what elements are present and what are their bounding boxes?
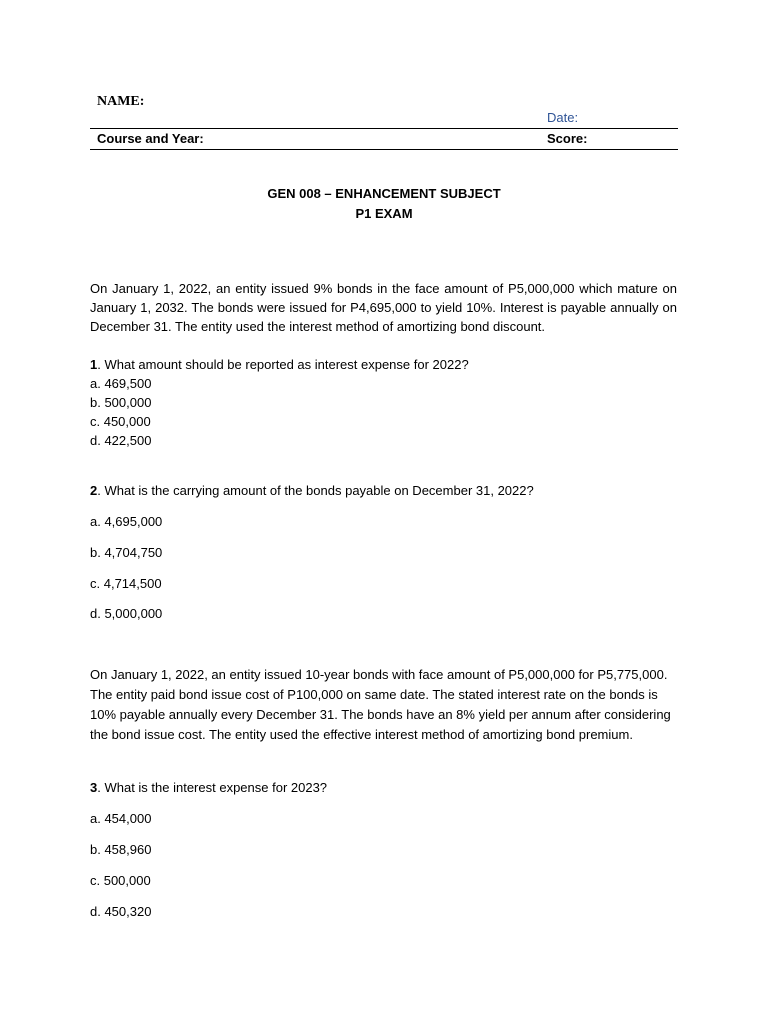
question-2-option-b: b. 4,704,750 <box>90 545 163 560</box>
question-2-option-a: a. 4,695,000 <box>90 514 163 529</box>
course-year-label: Course and Year: <box>97 131 204 146</box>
question-3-option-b: b. 458,960 <box>90 842 152 857</box>
score-label: Score: <box>547 131 588 146</box>
exam-subject-title: GEN 008 – ENHANCEMENT SUBJECT <box>267 186 501 201</box>
question-text: . What is the interest expense for 2023? <box>97 780 328 795</box>
problem-1-paragraph: On January 1, 2022, an entity issued 9% bonds in the face amount of P5,000,000 which mature on January 1, 2032. The bonds were issued for P4,695,000 to yield 10%. Interest is payable annually on December 31. The entity used the interest method of amortizing bond discount. <box>90 281 677 334</box>
question-3-option-a: a. 454,000 <box>90 811 152 826</box>
question-2 <box>90 481 534 500</box>
question-1-option-d: d. 422,500 <box>90 433 152 448</box>
question-3-option-d: d. 450,320 <box>90 904 152 919</box>
question-2-option-c: c. 4,714,500 <box>90 576 162 591</box>
question-1-option-a: a. 469,500 <box>90 376 152 391</box>
question-text: . What amount should be reported as interest expense for 2022? <box>97 357 469 372</box>
question-1 <box>90 355 469 374</box>
date-label: Date: <box>547 110 579 125</box>
problem-2-paragraph: On January 1, 2022, an entity issued 10-year bonds with face amount of P5,000,000 for P5,775,000. The entity paid bond issue cost of P100,000 on same date. The stated interest rate on the bonds is 10% payable annually every December 31. The bonds have an 8% yield per annum after considering the bond issue cost. The entity used the effective interest method of amortizing bond premium. <box>90 667 671 742</box>
header-top-rule <box>90 128 678 129</box>
question-1-option-b: b. 500,000 <box>90 395 152 410</box>
question-number: 3 <box>90 780 98 795</box>
name-label: NAME: <box>97 94 145 109</box>
question-number: 1 <box>90 357 98 372</box>
exam-title: P1 EXAM <box>355 206 413 221</box>
question-3 <box>90 778 327 797</box>
question-1-option-c: c. 450,000 <box>90 414 151 429</box>
question-text: . What is the carrying amount of the bonds payable on December 31, 2022? <box>97 483 534 498</box>
header-bottom-rule <box>90 149 678 150</box>
question-2-option-d: d. 5,000,000 <box>90 606 163 621</box>
question-number: 2 <box>90 483 98 498</box>
question-3-option-c: c. 500,000 <box>90 873 151 888</box>
